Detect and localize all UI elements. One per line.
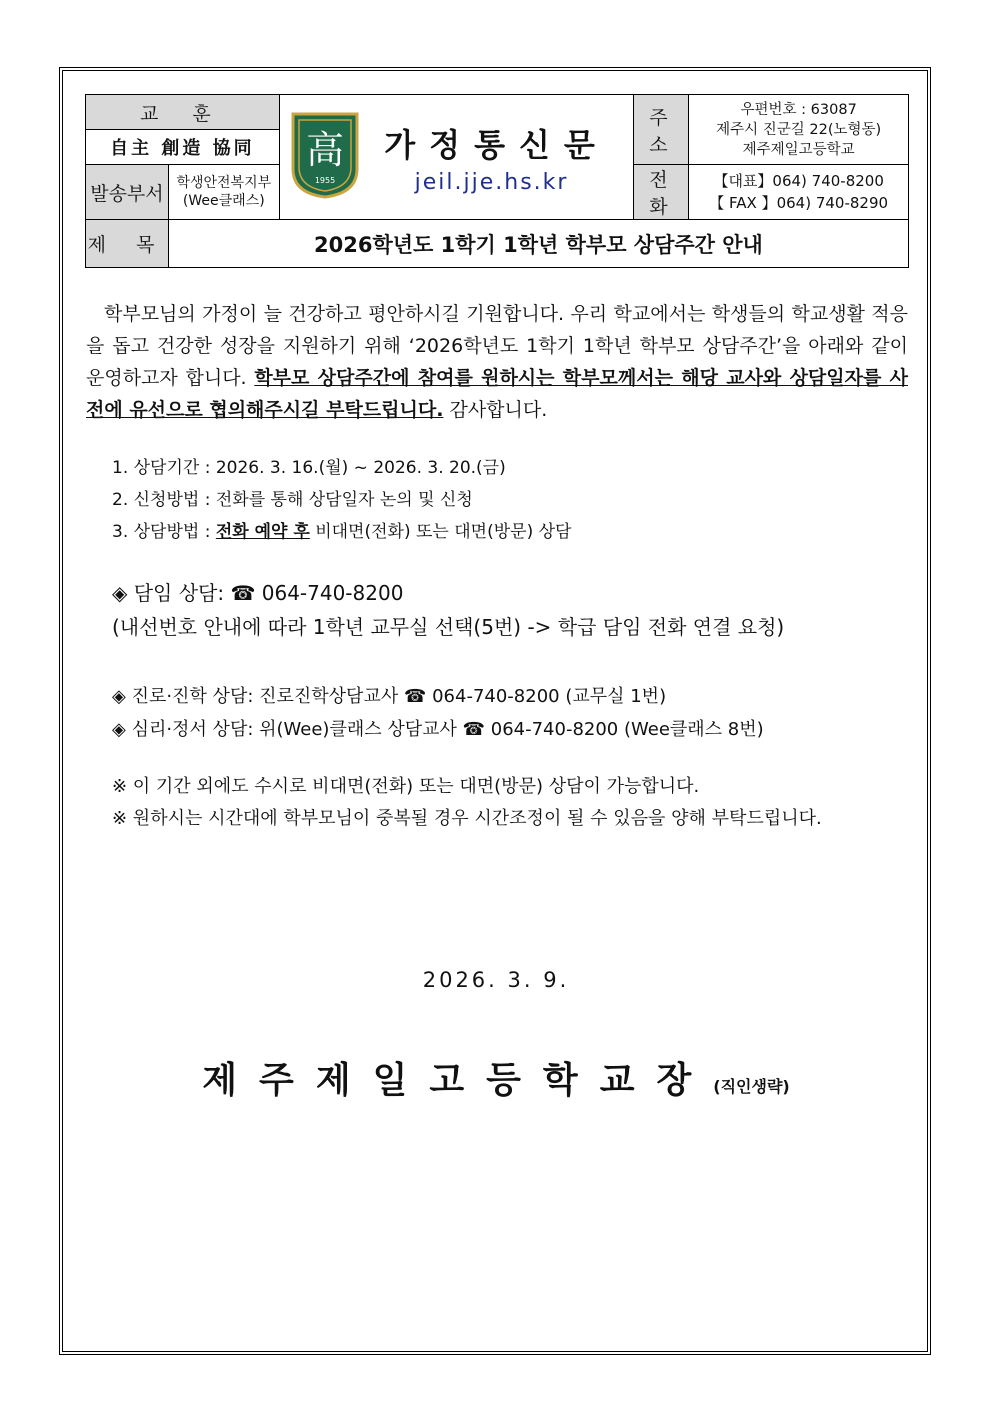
fax-number: 【 FAX 】064) 740-8290 [709, 194, 889, 212]
dept-sub: (Wee클래스) [182, 193, 265, 209]
emblem-char: 高 [305, 128, 344, 172]
list-item-application: 2. 신청방법 : 전화를 통해 상담일자 논의 및 신청 [112, 490, 473, 510]
method-suffix: 비대면(전화) 또는 대면(방문) 상담 [309, 522, 572, 542]
dept-name: 학생안전복지부 [176, 175, 272, 191]
subject-title: 2026학년도 1학기 1학년 학부모 상담주간 안내 [168, 220, 908, 268]
subject-label: 제 목 [86, 220, 169, 268]
method-prefix: 3. 상담방법 : [112, 522, 216, 542]
notes [112, 771, 822, 835]
dept-cell [168, 165, 279, 220]
main-phone: 【대표】064) 740-8200 [713, 172, 884, 190]
address-cell [689, 95, 909, 165]
method-emphasis: 전화 예약 후 [215, 522, 310, 542]
motto-label: 교 훈 [86, 95, 280, 130]
school-emblem-icon [290, 111, 360, 199]
signature-block [0, 1052, 992, 1103]
emblem-year: 1955 [314, 176, 335, 185]
list-item-period: 1. 상담기간 : 2026. 3. 16.(월) ~ 2026. 3. 20.(금) [112, 458, 506, 478]
intro-emphasis: 학부모 상담주간에 참여를 원하시는 학부모께서는 해당 교사와 상담일자를 사전에 유선으로 협의해주시길 부탁드립니다. [86, 367, 908, 421]
address-label: 주 소 [634, 95, 689, 165]
postal-code: 우편번호 : 63087 [740, 101, 857, 118]
seal-omitted: (직인생략) [713, 1077, 790, 1096]
other-contacts [112, 680, 764, 746]
newsletter-title-cell [279, 95, 634, 220]
career-contact: ◈ 진로·진학 상담: 진로진학상담교사 ☎ 064-740-8200 (교무실 1번) [112, 686, 667, 707]
homeroom-contact [112, 576, 784, 644]
intro-text: 학부모님의 가정이 늘 건강하고 평안하시길 기원합니다. 우리 학교에서는 학생들의 학교생활 적응을 돕고 건강한 성장을 지원하기 위해 ‘2026학년도 1학기 1학년 학부모 상담주간’을 아래와 같이 운영하고자 합니다. [86, 303, 908, 389]
list-item-method [112, 516, 571, 548]
motto: 自主 創造 協同 [86, 130, 280, 165]
issue-date: 2026. 3. 9. [422, 968, 570, 992]
note-item: ※ 원하시는 시간대에 학부모님이 중복될 경우 시간조정이 될 수 있음을 양해 부탁드립니다. [112, 808, 822, 829]
phone-cell [689, 165, 909, 220]
detail-list [112, 452, 571, 548]
newsletter-title: 가정통신문 [384, 125, 609, 164]
dept-label: 발송부서 [86, 165, 169, 220]
street-address: 제주시 진군길 22(노형동) [716, 121, 882, 138]
intro-paragraph [86, 298, 908, 426]
note-item: ※ 이 기간 외에도 수시로 비대면(전화) 또는 대면(방문) 상담이 가능합니다. [112, 776, 700, 797]
principal-title: 제주제일고등학교장 [202, 1060, 714, 1101]
school-name: 제주제일고등학교 [742, 141, 855, 158]
school-url[interactable]: jeil.jje.hs.kr [414, 169, 569, 195]
homeroom-note: (내선번호 안내에 따라 1학년 교무실 선택(5번) -> 학급 담임 전화 연결 요청) [112, 615, 785, 639]
intro-closing: 감사합니다. [443, 399, 548, 421]
wee-contact: ◈ 심리·정서 상담: 위(Wee)클래스 상담교사 ☎ 064-740-8200 (Wee클래스 8번) [112, 719, 764, 740]
homeroom-phone: ◈ 담임 상담: ☎ 064-740-8200 [112, 581, 404, 605]
phone-label: 전 화 [634, 165, 689, 220]
header-table [85, 94, 909, 268]
